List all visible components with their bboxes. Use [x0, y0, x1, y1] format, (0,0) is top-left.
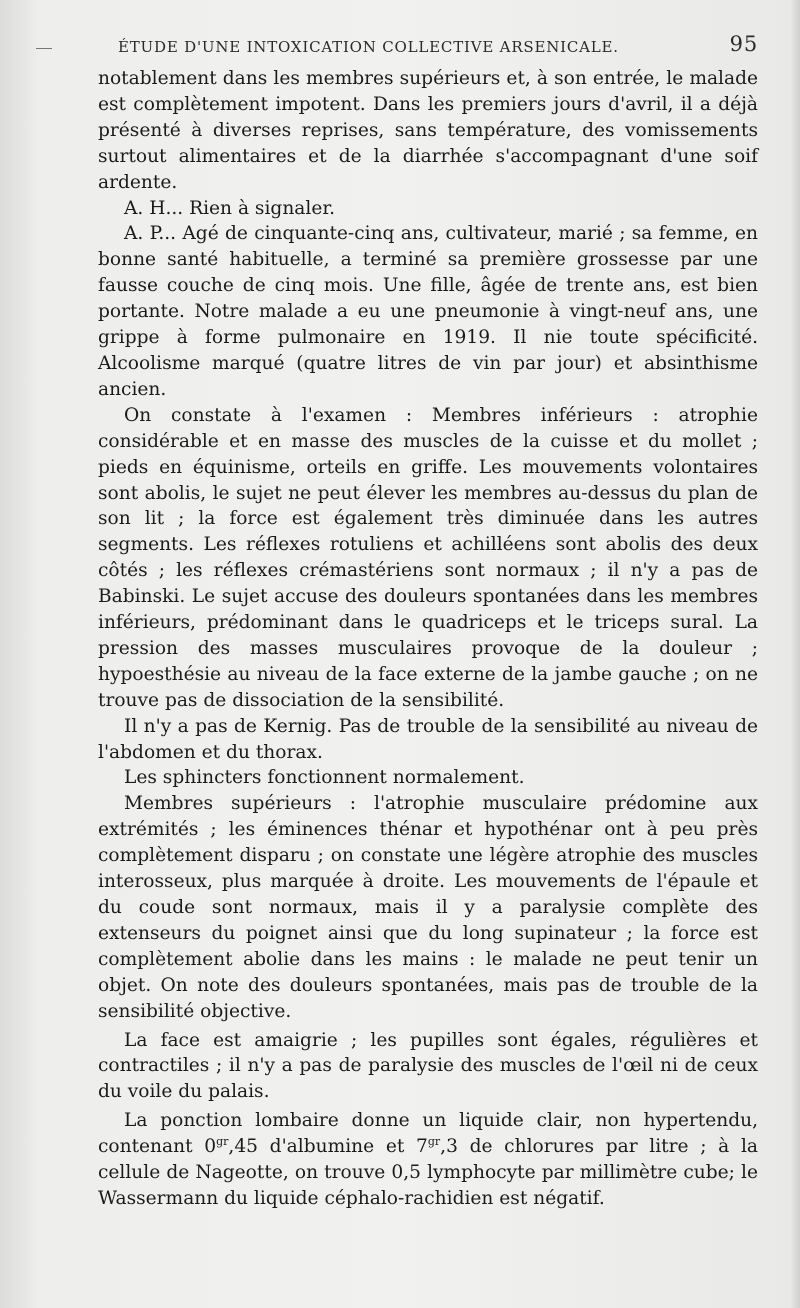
page-number: 95: [729, 32, 758, 56]
ponction-text-1: La ponction lombaire donne un liquide clair, non hypertendu, contenant 0: [98, 1110, 758, 1158]
paragraph-sphincters: Les sphincters fonctionnent normalement.: [124, 767, 525, 789]
body-text: [98, 66, 758, 1216]
running-title: ÉTUDE D'UNE INTOXICATION COLLECTIVE ARSENICALE.: [118, 38, 619, 56]
paragraph-kernig: Il n'y a pas de Kernig. Pas de trouble de la sensibilité au niveau de l'abdomen et du thorax.: [98, 715, 758, 763]
unit-gr-2: gr: [427, 1134, 441, 1148]
paragraph-examen: On constate à l'examen : Membres inférieurs : atrophie considérable et en masse des muscles de la cuisse et du mollet ; pieds en équinisme, orteils en griffe. Les mouvements volontaires sont abolis, le sujet ne peut élever les membres au-dessus du plan de son lit ; la force est également très diminuée dans les autres segments. Les réflexes rotuliens et achilléens sont abolis des deux côtés ; les réflexes crémastériens sont normaux ; il n'y a pas de Babinski. Le sujet accuse des douleurs spontanées dans les membres inférieurs, prédominant dans le quadriceps et le triceps sural. La pression des masses musculaires provoque de la douleur ; hypoesthésie au niveau de la face externe de la jambe gauche ; on ne trouve pas de dissociation de la sensibilité.: [98, 404, 758, 711]
page-header: [118, 32, 758, 62]
paragraph-ap: A. P... Agé de cinquante-cinq ans, cultivateur, marié ; sa femme, en bonne santé habituelle, a terminé sa première grossesse par une fausse couche de cinq mois. Une fille, âgée de trente ans, est bien portante. Notre malade a eu une pneumonie à vingt-neuf ans, une grippe à forme pulmonaire en 1919. Il nie toute spécificité. Alcoolisme marqué (quatre litres de vin par jour) et absinthisme ancien.: [98, 223, 758, 400]
paragraph-face: La face est amaigrie ; les pupilles sont égales, régulières et contractiles ; il n'y a pas de paralysie des muscles de l'œil ni de ceux du voile du palais.: [98, 1029, 758, 1103]
unit-gr-1: gr: [216, 1134, 229, 1148]
paragraph-continuation: notablement dans les membres supérieurs et, à son entrée, le malade est complètement impotent. Dans les premiers jours d'avril, il a déjà présenté à diverses reprises, sans température, des vomissements surtout alimentaires et de la diarrhée s'accompagnant d'une soif ardente.: [98, 68, 758, 193]
paragraph-membres-superieurs: Membres supérieurs : l'atrophie musculaire prédomine aux extrémités ; les éminences thénar et hypothénar ont à peu près complètement disparu ; on constate une légère atrophie des muscles interosseux, plus marquée à droite. Les mouvements de l'épaule et du coude sont normaux, mais il y a paralysie complète des extenseurs du poignet ainsi que du long supinateur ; la force est complètement abolie dans les mains : le malade ne peut tenir un objet. On note des douleurs spontanées, mais pas de trouble de la sensibilité objective.: [98, 793, 758, 1022]
paragraph-ah: A. H... Rien à signaler.: [124, 197, 336, 219]
margin-mark: [36, 48, 52, 49]
ponction-text-3: ,3 de chlorures par litre ; à la cellule de Nageotte, on trouve 0,5 lymphocyte par millimètre cube; le Wassermann du liquide céphalo-rachidien est négatif.: [98, 1136, 758, 1209]
paragraph-ponction: [98, 1108, 758, 1212]
ponction-text-2: ,45 d'albumine et 7: [228, 1136, 428, 1158]
